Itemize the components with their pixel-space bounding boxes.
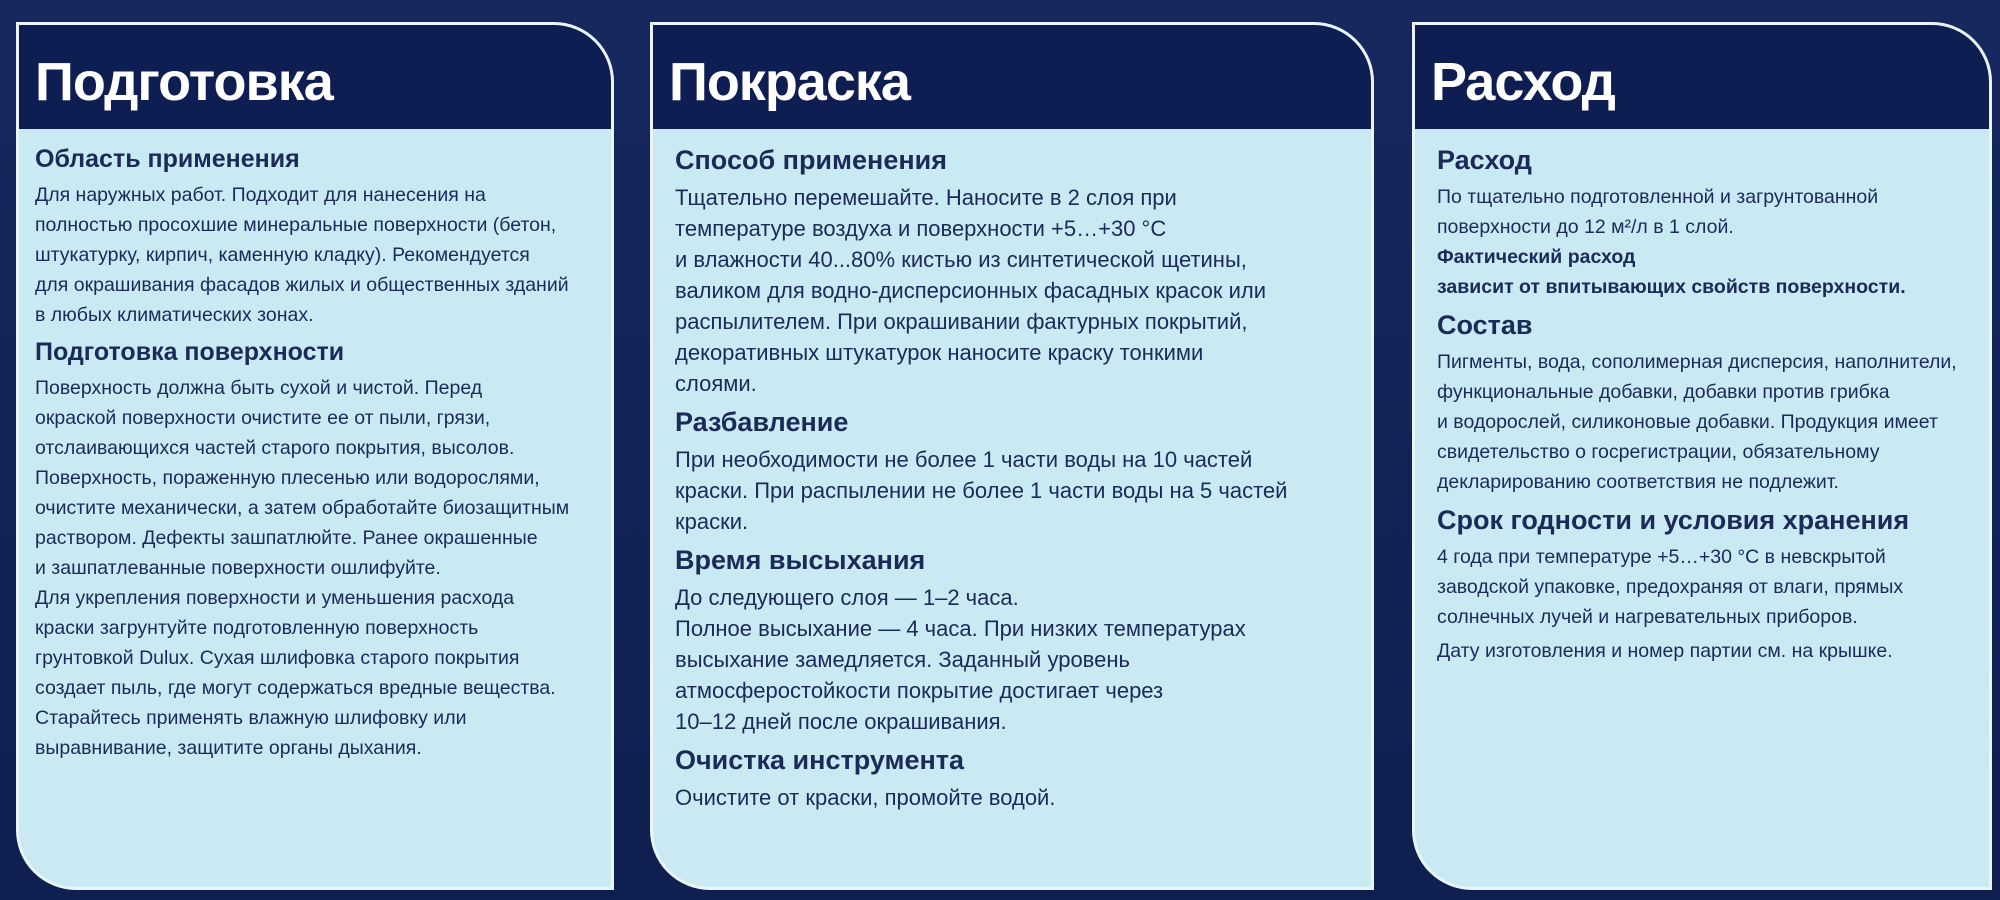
tool-cleaning-heading: Очистка инструмента (675, 745, 965, 775)
batch-info-text: Дату изготовления и номер партии см. на крышке. (1437, 640, 1893, 662)
preparation-body (19, 129, 611, 763)
consumption-body (1415, 129, 1989, 666)
consumption-bold-text: Фактический расход зависит от впитывающих свойств поверхности. (1437, 246, 1906, 298)
application-area-text: Для наружных работ. Подходит для нанесения на полностью просохшие минеральные поверхности (бетон, штукатурку, кирпич, каменную кладку). Рекомендуется для окрашивания фасадов жилых и общественных зданий в любых климатических зонах. (35, 184, 569, 326)
thinning-text: При необходимости не более 1 части воды на 10 частей краски. При распылении не более 1 части воды на 5 частей краски. (675, 447, 1288, 534)
surface-preparation-text: Поверхность должна быть сухой и чистой. Перед окраской поверхности очистите ее от пыли, грязи, отслаивающихся частей старого покрытия, высолов. Поверхность, пораженную плесенью или водорослями, очистите механически, а затем обработайте биозащитным раствором. Дефекты зашпатлюйте. Ранее окрашенные и зашпатлеванные поверхности ошлифуйте. (35, 377, 570, 579)
preparation-title: Подготовка (19, 25, 611, 129)
painting-body (653, 129, 1371, 813)
thinning-heading: Разбавление (675, 407, 849, 437)
application-method-text: Тщательно перемешайте. Наносите в 2 слоя при температуре воздуха и поверхности +5…+30 °С и влажности 40...80% кистью из синтетической щетины, валиком для водно-дисперсионных фасадных красок или распылителем. При окрашивании фактурных покрытий, декоративных штукатурок наносите краску тонкими слоями. (675, 185, 1267, 396)
consumption-text: По тщательно подготовленной и загрунтованной поверхности до 12 м²/л в 1 слой. (1437, 186, 1879, 238)
tool-cleaning-text: Очистите от краски, промойте водой. (675, 785, 1056, 810)
shelf-life-heading: Срок годности и условия хранения (1437, 505, 1910, 535)
composition-text: Пигменты, вода, сополимерная дисперсия, наполнители, функциональные добавки, добавки против грибка и водорослей, силиконовые добавки. Продукция имеет свидетельство о госрегистрации, обязательному декларированию соответствия не подлежит. (1437, 351, 1957, 493)
consumption-panel (1412, 22, 1992, 890)
surface-preparation-heading: Подготовка поверхности (35, 338, 345, 366)
drying-time-text: До следующего слоя — 1–2 часа. Полное высыхание — 4 часа. При низких температурах высыхание замедляется. Заданный уровень атмосферостойкости покрытие достигает через 10–12 дней после окрашивания. (675, 585, 1246, 734)
painting-title: Покраска (653, 25, 1371, 129)
surface-priming-text: Для укрепления поверхности и уменьшения расхода краски загрунтуйте подготовленную поверхность грунтовкой Dulux. Сухая шлифовка старого покрытия создает пыль, где могут содержаться вредные вещества. Старайтесь применять влажную шлифовку или выравнивание, защитите органы дыхания. (35, 587, 556, 759)
shelf-life-text: 4 года при температуре +5…+30 °С в невскрытой заводской упаковке, предохраняя от влаги, прямых солнечных лучей и нагревательных приборов. (1437, 546, 1904, 628)
composition-heading: Состав (1437, 310, 1533, 340)
consumption-heading: Расход (1437, 145, 1532, 175)
consumption-title: Расход (1415, 25, 1989, 129)
painting-panel (650, 22, 1374, 890)
drying-time-heading: Время высыхания (675, 545, 926, 575)
preparation-panel (16, 22, 614, 890)
application-method-heading: Способ применения (675, 145, 948, 175)
application-area-heading: Область применения (35, 145, 300, 173)
